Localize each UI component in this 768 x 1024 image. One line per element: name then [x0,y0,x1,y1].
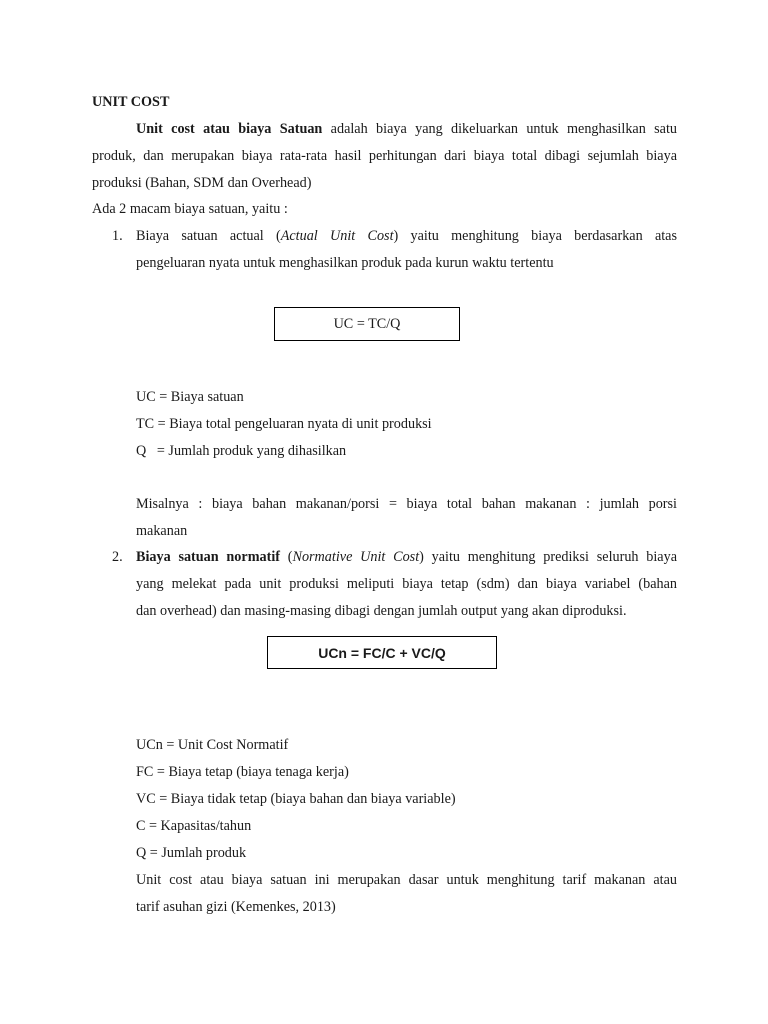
formula-uc: UC = TC/Q [333,315,401,332]
formula-box-ucn [267,636,497,669]
item1-number: 1. [112,228,123,244]
def-tc: TC = Biaya total pengeluaran nyata di unit produksi [136,416,432,432]
intro-term: Unit cost atau biaya Satuan [136,121,323,137]
item1-post: ) yaitu menghitung biaya berdasarkan atas [393,228,677,244]
closing-line-1: Unit cost atau biaya satuan ini merupakan dasar untuk menghitung tarif makanan atau [136,872,677,888]
formula-ucn: UCn = FC/C + VC/Q [318,644,446,661]
def-c: C = Kapasitas/tahun [136,818,252,834]
item1-pre: Biaya satuan actual ( [136,228,281,244]
intro-line-1 [136,120,677,138]
item2-line-3: dan overhead) dan masing-masing dibagi dengan jumlah output yang akan diproduksi. [136,603,627,619]
item1-italic: Actual Unit Cost [280,228,394,244]
types-intro: Ada 2 macam biaya satuan, yaitu : [92,201,288,217]
closing-line-2: tarif asuhan gizi (Kemenkes, 2013) [136,899,336,915]
def-uc: UC = Biaya satuan [136,389,244,405]
def-q: Q = Jumlah produk yang dihasilkan [136,443,347,459]
formula-box-uc [274,307,460,341]
item1-line-2: pengeluaran nyata untuk menghasilkan produk pada kurun waktu tertentu [136,255,554,271]
item2-line-1 [136,548,677,566]
def-q2: Q = Jumlah produk [136,845,247,861]
intro-line-1-rest: adalah biaya yang dikeluarkan untuk menghasilkan satu [322,121,677,137]
item2-pre: ( [280,549,293,565]
item2-line-2: yang melekat pada unit produksi meliputi biaya tetap (sdm) dan biaya variabel (bahan [136,576,677,592]
def-fc: FC = Biaya tetap (biaya tenaga kerja) [136,764,349,780]
item2-bold: Biaya satuan normatif [136,549,280,565]
heading: UNIT COST [92,94,170,110]
item2-number: 2. [112,549,123,565]
def-ucn: UCn = Unit Cost Normatif [136,737,289,753]
intro-line-2: produk, dan merupakan biaya rata-rata hasil perhitungan dari biaya total dibagi sejumlah biaya [92,148,677,164]
intro-line-3: produksi (Bahan, SDM dan Overhead) [92,175,312,191]
item2-post: ) yaitu menghitung prediksi seluruh biaya [419,549,677,565]
item2-italic: Normative Unit Cost [292,549,420,565]
def-vc: VC = Biaya tidak tetap (biaya bahan dan biaya variable) [136,791,456,807]
example-line-1: Misalnya : biaya bahan makanan/porsi = biaya total bahan makanan : jumlah porsi [136,496,677,512]
example-line-2: makanan [136,523,188,539]
item1-line-1 [136,227,677,245]
